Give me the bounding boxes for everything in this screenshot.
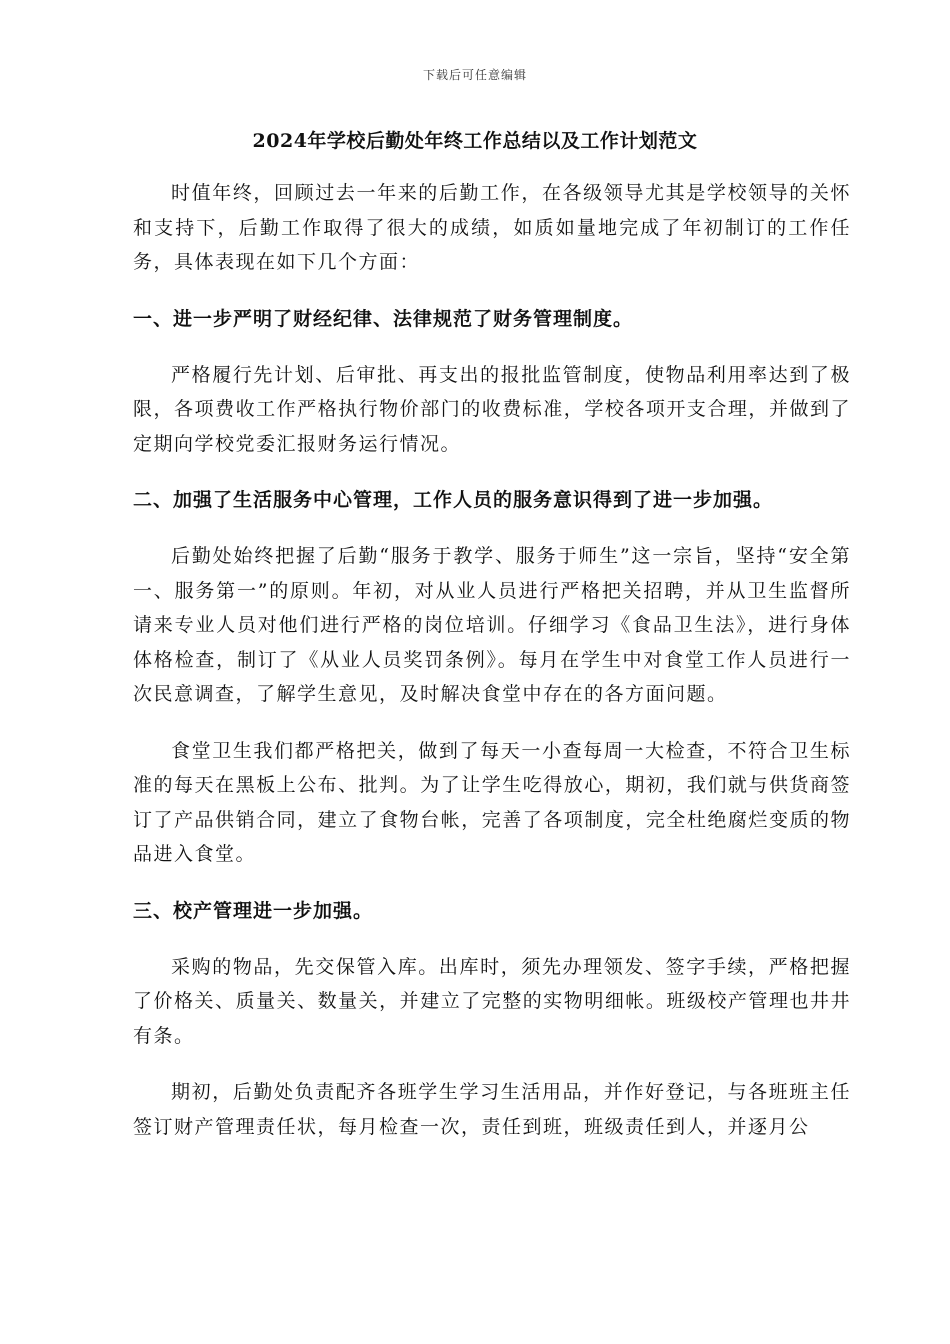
- section-heading-2: 二、加强了生活服务中心管理，工作人员的服务意识得到了进一步加强。: [133, 489, 774, 511]
- paragraph-finance: 严格履行先计划、后审批、再支出的报批监管制度，使物品利用率达到了极限，各项费收工作严格执行物价部门的收费标准，学校各项开支合理，并做到了定期向学校党委汇报财务运行情况。: [133, 363, 851, 455]
- paragraph-intro: 时值年终，回顾过去一年来的后勤工作，在各级领导尤其是学校领导的关怀和支持下，后勤工作取得了很大的成绩，如质如量地完成了年初制订的工作任务，具体表现在如下几个方面：: [133, 182, 851, 273]
- paragraph-purchase: 采购的物品，先交保管入库。出库时，须先办理领发、签字手续，严格把握了价格关、质量关、数量关，并建立了完整的实物明细帐。班级校产管理也井井有条。: [133, 955, 851, 1047]
- section-heading-1: 一、进一步严明了财经纪律、法律规范了财务管理制度。: [133, 307, 634, 330]
- paragraph-canteen: 食堂卫生我们都严格把关，做到了每天一小查每周一大检查，不符合卫生标准的每天在黑板上公布、批判。为了让学生吃得放心，期初，我们就与供货商签订了产品供销合同，建立了食物台帐，完善了各项制度，完全杜绝腐烂变质的物品进入食堂。: [133, 739, 851, 865]
- paragraph-class-assets: 期初，后勤处负责配齐各班学生学习生活用品，并作好登记，与各班班主任签订财产管理责任状，每月检查一次，责任到班，班级责任到人，并逐月公: [133, 1081, 851, 1138]
- paragraph-service: 后勤处始终把握了后勤“服务于教学、服务于师生”这一宗旨，坚持“安全第一、服务第一”的原则。年初，对从业人员进行严格把关招聘，并从卫生监督所请来专业人员对他们进行严格的岗位培训。仔细学习《食品卫生法》，进行身体体格检查，制订了《从业人员奖罚条例》。每月在学生中对食堂工作人员进行一次民意调查，了解学生意见，及时解决食堂中存在的各方面问题。: [133, 545, 851, 705]
- section-heading-3: 三、校产管理进一步加强。: [133, 899, 374, 922]
- header-note: 下载后可任意编辑: [422, 68, 527, 82]
- document-body: [133, 176, 851, 1166]
- document-title: 2024年学校后勤处年终工作总结以及工作计划范文: [252, 130, 698, 152]
